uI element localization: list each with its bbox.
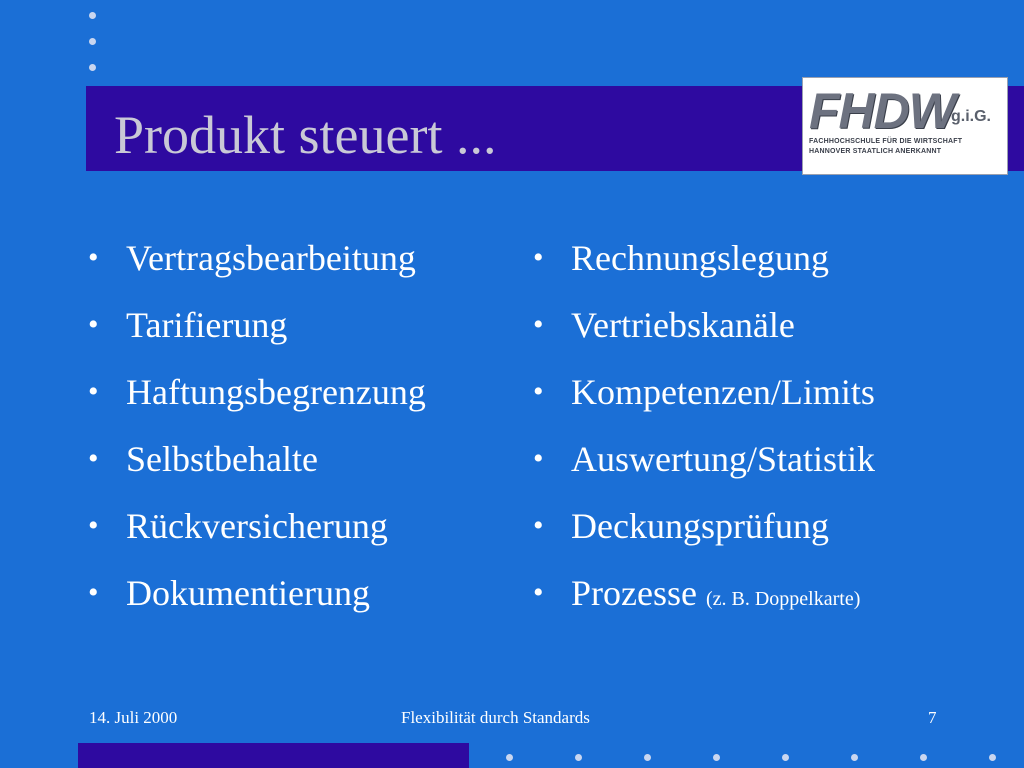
logo-line-2: HANNOVER STAATLICH ANERKANNT: [809, 148, 942, 155]
dot-icon: [644, 754, 651, 761]
list-item: [533, 297, 875, 364]
list-item-label: Selbstbehalte: [126, 439, 318, 479]
list-item: [88, 364, 426, 431]
list-item: [533, 565, 875, 632]
list-item-label: Kompetenzen/Limits: [571, 372, 875, 412]
logo-mark: FHDW: [809, 83, 955, 139]
dot-icon: [989, 754, 996, 761]
list-item-label: Prozesse: [571, 573, 697, 613]
bullet-icon: •: [88, 308, 99, 341]
list-item-label: Tarifierung: [126, 305, 288, 345]
list-item-label: Rechnungslegung: [571, 238, 829, 278]
list-item: [88, 230, 426, 297]
dot-icon: [575, 754, 582, 761]
bullet-icon: •: [533, 576, 544, 609]
bullet-list-right: [533, 230, 875, 632]
dot-icon: [713, 754, 720, 761]
bottom-bar: [78, 743, 469, 768]
dot-icon: [506, 754, 513, 761]
bullet-icon: •: [533, 241, 544, 274]
dot-icon: [851, 754, 858, 761]
bullet-icon: •: [88, 509, 99, 542]
dot-icon: [89, 12, 96, 19]
decorative-dots-top: [89, 12, 99, 90]
logo-suffix: g.i.G.: [951, 108, 991, 125]
dot-icon: [782, 754, 789, 761]
bullet-icon: •: [533, 442, 544, 475]
list-item: [88, 498, 426, 565]
footer-title: Flexibilität durch Standards: [401, 708, 590, 727]
bullet-icon: •: [533, 509, 544, 542]
list-item-note: (z. B. Doppelkarte): [705, 588, 861, 610]
list-item: [88, 297, 426, 364]
bullet-icon: •: [533, 308, 544, 341]
list-item-label: Auswertung/Statistik: [571, 439, 875, 479]
list-item-label: Haftungsbegrenzung: [126, 372, 426, 412]
bullet-icon: •: [88, 241, 99, 274]
list-item-label: Vertriebskanäle: [571, 305, 795, 345]
list-item-label: Rückversicherung: [126, 506, 388, 546]
dot-icon: [920, 754, 927, 761]
list-item-label: Vertragsbearbeitung: [126, 238, 416, 278]
list-item-label: Deckungsprüfung: [571, 506, 829, 546]
bullet-list-left: [88, 230, 426, 632]
bullet-icon: •: [88, 442, 99, 475]
dot-icon: [89, 64, 96, 71]
bullet-icon: •: [88, 375, 99, 408]
list-item: [88, 431, 426, 498]
dot-icon: [89, 38, 96, 45]
list-item: [533, 498, 875, 565]
footer-date: 14. Juli 2000: [89, 708, 178, 727]
slide-title: Produkt steuert ...: [114, 105, 497, 165]
bullet-icon: •: [88, 576, 99, 609]
list-item: [533, 364, 875, 431]
list-item: [533, 230, 875, 297]
list-item: [88, 565, 426, 632]
bullet-icon: •: [533, 375, 544, 408]
fhdw-logo: [802, 77, 1008, 175]
footer-page-number: 7: [928, 708, 937, 727]
list-item: [533, 431, 875, 498]
logo-line-1: FACHHOCHSCHULE FÜR DIE WIRTSCHAFT: [809, 138, 963, 145]
list-item-label: Dokumentierung: [126, 573, 370, 613]
